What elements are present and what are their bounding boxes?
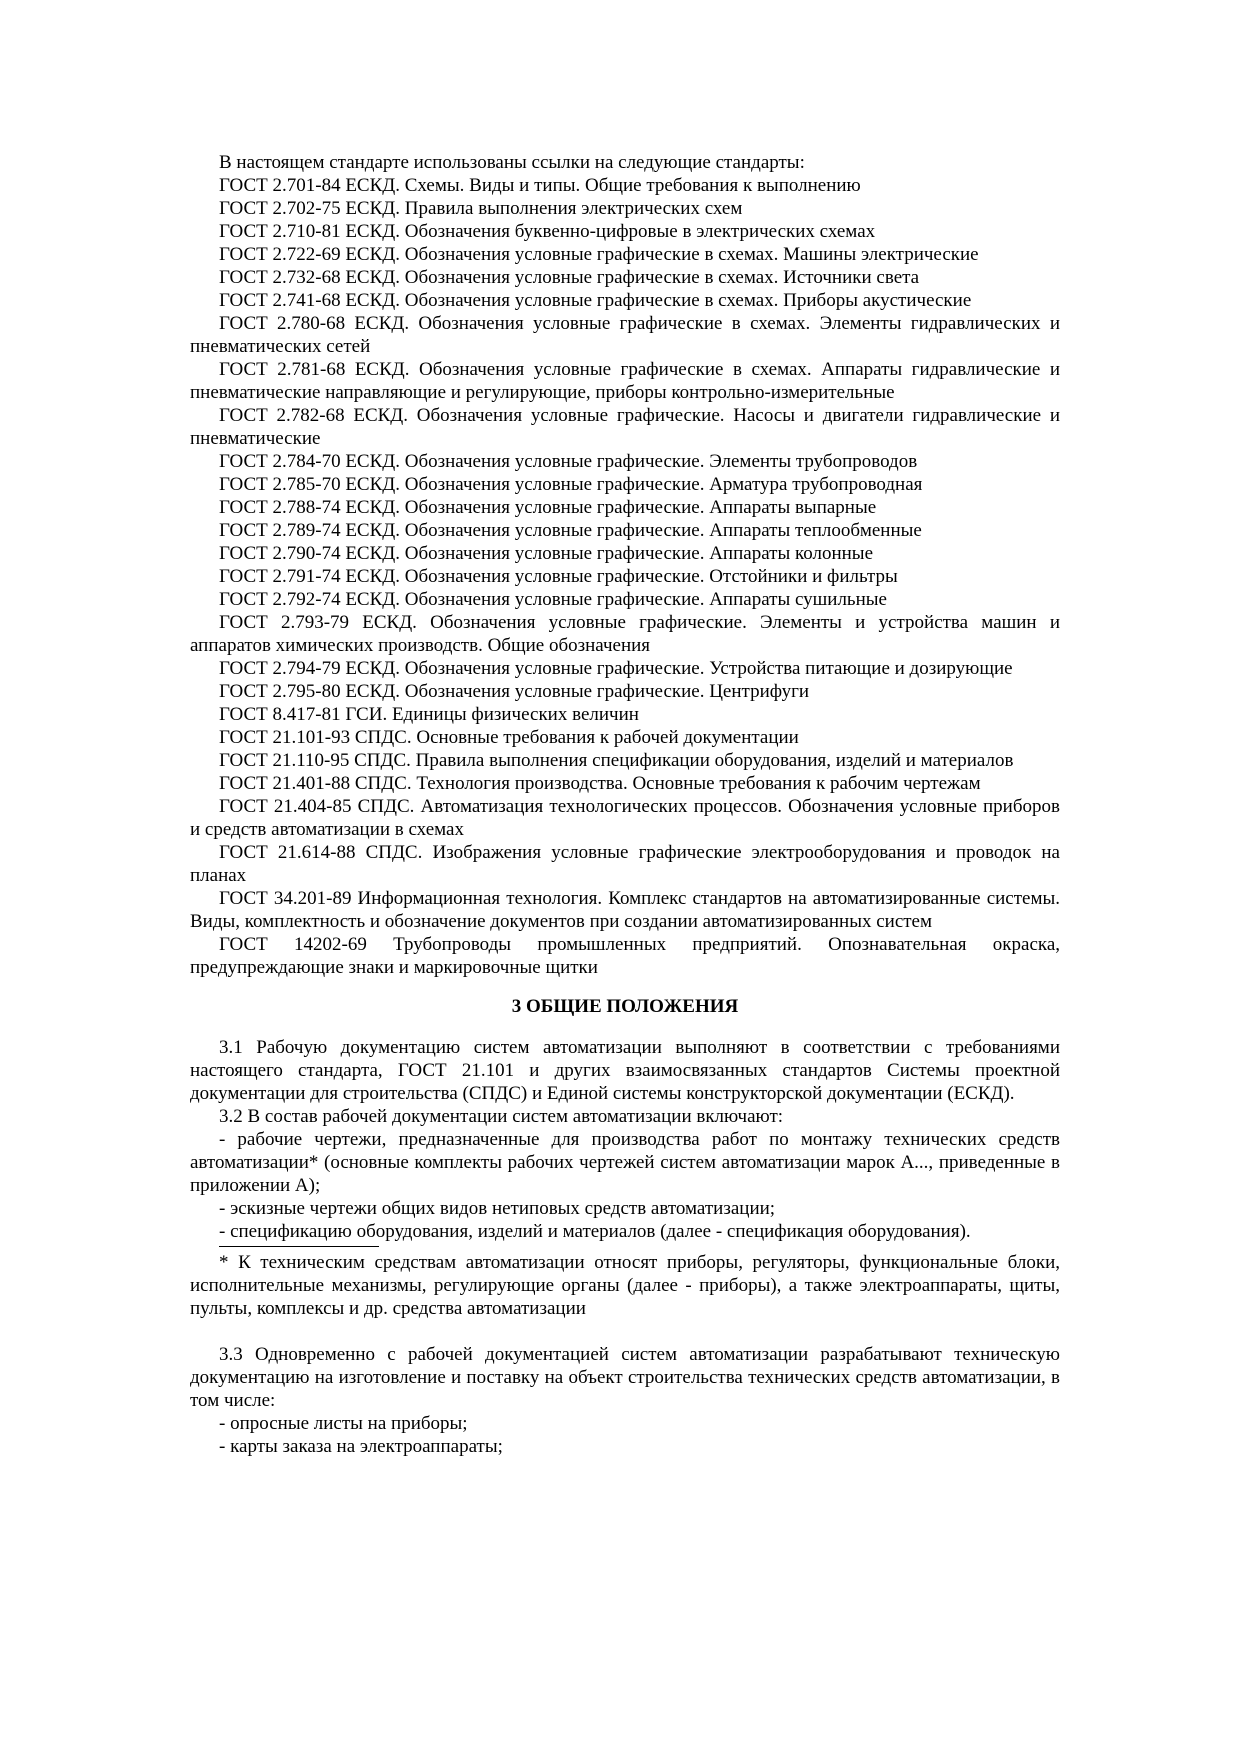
spacer [190,1320,1060,1343]
reference-item: ГОСТ 14202-69 Трубопроводы промышленных предприятий. Опознавательная окраска, предупреждающие знаки и маркировочные щитки [190,934,1060,978]
clause-3-3-item: - опросные листы на приборы; [219,1413,468,1434]
reference-item: ГОСТ 2.795-80 ЕСКД. Обозначения условные графические. Центрифуги [219,681,810,702]
reference-item: ГОСТ 2.741-68 ЕСКД. Обозначения условные графические в схемах. Приборы акустические [219,290,972,311]
reference-item: ГОСТ 2.781-68 ЕСКД. Обозначения условные графические в схемах. Аппараты гидравлические и пневматические направляющие и регулирующие, приборы контрольно-измерительные [190,359,1060,403]
section-heading: 3 ОБЩИЕ ПОЛОЖЕНИЯ [511,996,739,1017]
reference-item: ГОСТ 2.722-69 ЕСКД. Обозначения условные графические в схемах. Машины электрические [219,244,979,265]
reference-item: ГОСТ 2.701-84 ЕСКД. Схемы. Виды и типы. Общие требования к выполнению [219,175,861,196]
reference-item: ГОСТ 21.614-88 СПДС. Изображения условные графические электрооборудования и проводок на планах [190,842,1060,886]
clause-3-3-item: - карты заказа на электроаппараты; [219,1436,503,1457]
reference-item: ГОСТ 2.780-68 ЕСКД. Обозначения условные графические в схемах. Элементы гидравлических и пневматических сетей [190,313,1060,357]
reference-item: ГОСТ 2.702-75 ЕСКД. Правила выполнения электрических схем [219,198,743,219]
clause-3-2-item: - спецификацию оборудования, изделий и материалов (далее - спецификация оборудования). [219,1221,971,1242]
reference-item: ГОСТ 2.788-74 ЕСКД. Обозначения условные графические. Аппараты выпарные [219,497,877,518]
reference-item: ГОСТ 21.401-88 СПДС. Технология производства. Основные требования к рабочим чертежам [219,773,981,794]
reference-item: ГОСТ 21.404-85 СПДС. Автоматизация технологических процессов. Обозначения условные приборов и средств автоматизации в схемах [190,796,1060,840]
reference-item: ГОСТ 2.784-70 ЕСКД. Обозначения условные графические. Элементы трубопроводов [219,451,918,472]
reference-item: ГОСТ 2.782-68 ЕСКД. Обозначения условные графические. Насосы и двигатели гидравлические и пневматические [190,405,1060,449]
clause-3-2: 3.2 В состав рабочей документации систем автоматизации включают: [219,1106,784,1127]
document-body [190,151,1060,1458]
references-intro: В настоящем стандарте использованы ссылки на следующие стандарты: [219,152,805,173]
reference-item: ГОСТ 2.794-79 ЕСКД. Обозначения условные графические. Устройства питающие и дозирующие [219,658,1013,679]
reference-item: ГОСТ 21.110-95 СПДС. Правила выполнения спецификации оборудования, изделий и материалов [219,750,1014,771]
footnote: * К техническим средствам автоматизации относят приборы, регуляторы, функциональные блоки, исполнительные механизмы, регулирующие органы (далее - приборы), а также электроаппараты, щиты, пульты, комплексы и др. средства автоматизации [190,1252,1060,1319]
clause-3-2-item: - эскизные чертежи общих видов нетиповых средств автоматизации; [219,1198,776,1219]
reference-item: ГОСТ 2.732-68 ЕСКД. Обозначения условные графические в схемах. Источники света [219,267,920,288]
reference-item: ГОСТ 2.793-79 ЕСКД. Обозначения условные графические. Элементы и устройства машин и аппаратов химических производств. Общие обозначения [190,612,1060,656]
reference-item: ГОСТ 2.790-74 ЕСКД. Обозначения условные графические. Аппараты колонные [219,543,873,564]
reference-item: ГОСТ 8.417-81 ГСИ. Единицы физических величин [219,704,639,725]
reference-item: ГОСТ 2.789-74 ЕСКД. Обозначения условные графические. Аппараты теплообменные [219,520,922,541]
reference-item: ГОСТ 34.201-89 Информационная технология. Комплекс стандартов на автоматизированные системы. Виды, комплектность и обозначение документов при создании автоматизированных систем [190,888,1060,932]
footnote-separator [219,1246,379,1250]
reference-item: ГОСТ 2.785-70 ЕСКД. Обозначения условные графические. Арматура трубопроводная [219,474,923,495]
reference-item: ГОСТ 2.791-74 ЕСКД. Обозначения условные графические. Отстойники и фильтры [219,566,898,587]
reference-item: ГОСТ 2.710-81 ЕСКД. Обозначения буквенно-цифровые в электрических схемах [219,221,876,242]
clause-3-2-item: - рабочие чертежи, предназначенные для производства работ по монтажу технических средств автоматизации* (основные комплекты рабочих чертежей систем автоматизации марок А..., приведенные в приложении А); [190,1129,1060,1196]
clause-3-3: 3.3 Одновременно с рабочей документацией систем автоматизации разрабатывают техническую документацию на изготовление и поставку на объект строительства технических средств автоматизации, в том числе: [190,1344,1060,1411]
references-list [190,174,1060,979]
reference-item: ГОСТ 2.792-74 ЕСКД. Обозначения условные графические. Аппараты сушильные [219,589,887,610]
clause-3-1: 3.1 Рабочую документацию систем автоматизации выполняют в соответствии с требованиями настоящего стандарта, ГОСТ 21.101 и других взаимосвязанных стандартов Системы проектной документации для строительства (СПДС) и Единой системы конструкторской документации (ЕСКД). [190,1037,1060,1104]
reference-item: ГОСТ 21.101-93 СПДС. Основные требования к рабочей документации [219,727,799,748]
